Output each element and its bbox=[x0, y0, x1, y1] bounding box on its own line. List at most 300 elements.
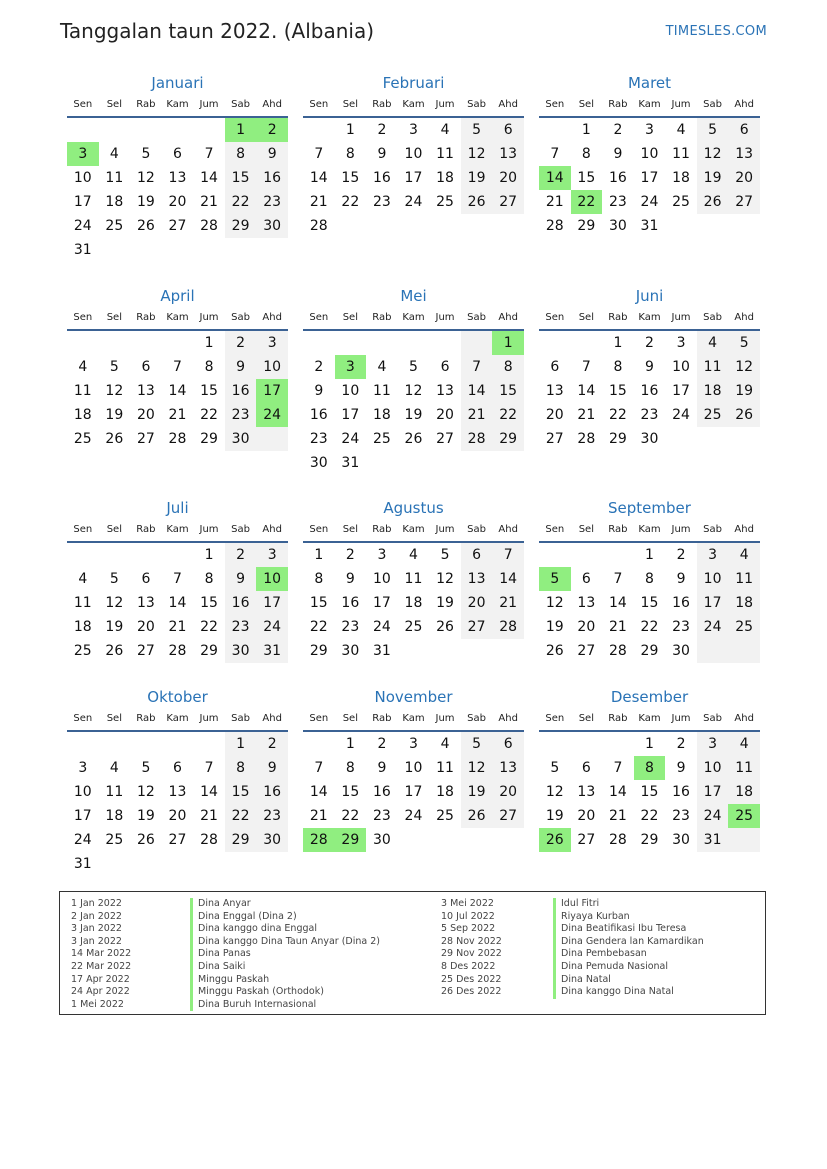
day-cell: 23 bbox=[341, 619, 360, 635]
day-cell: 4 bbox=[78, 571, 88, 587]
page-title: Tanggalan taun 2022. (Albania) bbox=[60, 19, 375, 43]
day-cell: 10 bbox=[697, 756, 729, 780]
empty-day bbox=[539, 732, 571, 756]
day-cell: 23 bbox=[256, 190, 288, 214]
day-cell: 10 bbox=[372, 571, 391, 587]
month-name: Juli bbox=[166, 499, 189, 517]
weekday-label: Sab bbox=[231, 713, 250, 724]
day-cell: 9 bbox=[676, 760, 686, 776]
day-cell: 12 bbox=[697, 142, 729, 166]
weekday-header bbox=[303, 708, 524, 732]
day-cell: 15 bbox=[608, 383, 627, 399]
weekday-label: Kam bbox=[402, 524, 425, 535]
day-cell: 17 bbox=[404, 170, 423, 186]
month-april bbox=[67, 285, 288, 451]
day-cell: 13 bbox=[168, 784, 187, 800]
weekday-label: Sen bbox=[545, 524, 565, 535]
day-cell: 28 bbox=[461, 427, 493, 451]
empty-day bbox=[697, 639, 729, 663]
day-cell: 31 bbox=[73, 242, 92, 258]
day-cell: 29 bbox=[200, 431, 218, 447]
day-cell: 24 bbox=[697, 615, 729, 639]
day-cell: 11 bbox=[436, 760, 454, 776]
month-name: Maret bbox=[627, 74, 672, 92]
weekday-label: Kam bbox=[638, 312, 661, 323]
weekday-label: Sel bbox=[342, 524, 358, 535]
day-cell: 10 bbox=[697, 567, 729, 591]
weekday-label: Sen bbox=[73, 312, 93, 323]
weekday-label: Ahd bbox=[498, 312, 518, 323]
day-cell: 8 bbox=[204, 359, 214, 375]
empty-day bbox=[366, 214, 398, 238]
day-cell: 24 bbox=[372, 619, 391, 635]
weekday-label: Ahd bbox=[262, 99, 282, 110]
holiday-name: Dina Gendera lan Kamardikan bbox=[553, 936, 704, 949]
empty-day bbox=[225, 238, 257, 262]
day-cell: 21 bbox=[200, 194, 218, 210]
day-cell: 21 bbox=[492, 591, 524, 615]
day-cell: 31 bbox=[256, 639, 288, 663]
day-cell: 29 bbox=[492, 427, 524, 451]
day-cell: 27 bbox=[168, 218, 187, 234]
holiday-date: 3 Jan 2022 bbox=[71, 935, 122, 947]
weekday-label: Ahd bbox=[498, 99, 518, 110]
day-cell: 16 bbox=[608, 170, 627, 186]
day-cell: 26 bbox=[404, 431, 423, 447]
day-cell: 27 bbox=[545, 431, 564, 447]
empty-day bbox=[193, 732, 225, 756]
day-cell: 26 bbox=[136, 218, 155, 234]
day-grid bbox=[303, 118, 524, 238]
day-cell: 23 bbox=[372, 808, 391, 824]
weekday-label: Jum bbox=[671, 713, 691, 724]
month-oktober bbox=[67, 686, 288, 876]
day-cell: 18 bbox=[436, 170, 454, 186]
holiday-date: 1 Jan 2022 bbox=[71, 898, 122, 909]
day-grid bbox=[303, 543, 524, 663]
day-cell: 17 bbox=[73, 194, 92, 210]
holiday-date: 2 Jan 2022 bbox=[71, 910, 122, 922]
weekday-label: Ahd bbox=[498, 524, 518, 535]
day-cell: 22 bbox=[640, 808, 659, 824]
weekday-label: Sel bbox=[578, 312, 594, 323]
day-cell: 21 bbox=[461, 403, 493, 427]
weekday-label: Sen bbox=[73, 524, 93, 535]
day-cell: 8 bbox=[581, 146, 591, 162]
day-cell: 21 bbox=[608, 808, 627, 824]
day-cell: 14 bbox=[608, 784, 627, 800]
day-cell: 5 bbox=[728, 331, 760, 355]
day-cell: 7 bbox=[492, 543, 524, 567]
holiday-date: 26 Des 2022 bbox=[441, 986, 502, 998]
weekday-label: Kam bbox=[638, 99, 661, 110]
empty-day bbox=[193, 238, 225, 262]
day-cell: 24 bbox=[404, 194, 423, 210]
weekday-label: Sen bbox=[309, 524, 329, 535]
weekday-label: Sel bbox=[106, 312, 122, 323]
holiday-name: Dina Anyar bbox=[190, 898, 380, 911]
weekday-label: Sen bbox=[309, 713, 329, 724]
day-cell: 9 bbox=[377, 146, 387, 162]
holiday-day: 1 bbox=[492, 331, 524, 355]
day-cell: 16 bbox=[672, 595, 690, 611]
day-cell: 6 bbox=[492, 732, 524, 756]
day-cell: 19 bbox=[697, 166, 729, 190]
day-cell: 29 bbox=[225, 828, 257, 852]
day-cell: 10 bbox=[404, 146, 423, 162]
day-cell: 1 bbox=[204, 547, 214, 563]
month-name: Januari bbox=[151, 74, 204, 92]
day-cell: 22 bbox=[225, 190, 257, 214]
day-cell: 21 bbox=[309, 808, 328, 824]
day-cell: 29 bbox=[577, 218, 596, 234]
day-cell: 14 bbox=[461, 379, 493, 403]
day-cell: 16 bbox=[309, 407, 328, 423]
weekday-label: Sel bbox=[578, 713, 594, 724]
weekday-label: Ahd bbox=[262, 524, 282, 535]
day-grid bbox=[539, 331, 760, 451]
day-cell: 17 bbox=[341, 407, 360, 423]
holiday-day: 29 bbox=[335, 828, 367, 852]
day-cell: 21 bbox=[200, 808, 218, 824]
day-cell: 29 bbox=[200, 643, 218, 659]
weekday-header bbox=[303, 307, 524, 331]
day-cell: 19 bbox=[136, 194, 155, 210]
day-cell: 22 bbox=[492, 403, 524, 427]
empty-day bbox=[398, 639, 430, 663]
weekday-label: Kam bbox=[638, 713, 661, 724]
day-cell: 15 bbox=[225, 166, 257, 190]
day-cell: 27 bbox=[136, 431, 155, 447]
day-cell: 29 bbox=[640, 643, 659, 659]
day-cell: 31 bbox=[73, 856, 92, 872]
day-cell: 2 bbox=[225, 543, 257, 567]
day-cell: 23 bbox=[225, 615, 257, 639]
month-desember bbox=[539, 686, 760, 852]
day-cell: 4 bbox=[409, 547, 418, 563]
holiday-name: Dina kanggo Dina Taun Anyar (Dina 2) bbox=[190, 936, 380, 949]
legend-right-dates bbox=[441, 898, 502, 999]
site-link[interactable]: TIMESLES.COM bbox=[665, 24, 767, 39]
weekday-label: Rab bbox=[372, 99, 392, 110]
day-cell: 8 bbox=[345, 146, 355, 162]
holiday-legend bbox=[59, 891, 766, 1015]
day-cell: 28 bbox=[168, 431, 187, 447]
weekday-label: Sab bbox=[467, 312, 486, 323]
empty-day bbox=[461, 331, 493, 355]
day-cell: 17 bbox=[697, 591, 729, 615]
weekday-label: Jum bbox=[435, 99, 455, 110]
day-cell: 27 bbox=[136, 643, 155, 659]
empty-day bbox=[571, 331, 603, 355]
day-cell: 25 bbox=[105, 218, 124, 234]
day-cell: 23 bbox=[225, 403, 257, 427]
day-cell: 30 bbox=[256, 828, 288, 852]
empty-day bbox=[602, 732, 634, 756]
day-cell: 20 bbox=[168, 808, 187, 824]
day-cell: 29 bbox=[225, 214, 257, 238]
day-cell: 31 bbox=[341, 455, 360, 471]
day-cell: 25 bbox=[404, 619, 423, 635]
empty-day bbox=[697, 427, 729, 451]
weekday-label: Sel bbox=[106, 713, 122, 724]
weekday-label: Sel bbox=[342, 312, 358, 323]
holiday-day: 14 bbox=[539, 166, 571, 190]
day-cell: 14 bbox=[200, 784, 218, 800]
day-cell: 23 bbox=[256, 804, 288, 828]
day-cell: 12 bbox=[136, 784, 155, 800]
day-cell: 20 bbox=[577, 619, 596, 635]
holiday-day: 28 bbox=[303, 828, 335, 852]
weekday-header bbox=[303, 94, 524, 118]
day-cell: 30 bbox=[225, 639, 257, 663]
day-cell: 25 bbox=[372, 431, 391, 447]
holiday-date: 28 Nov 2022 bbox=[441, 935, 502, 947]
holiday-day: 24 bbox=[256, 403, 288, 427]
empty-day bbox=[429, 214, 461, 238]
day-cell: 5 bbox=[141, 146, 151, 162]
day-cell: 12 bbox=[136, 170, 155, 186]
day-grid bbox=[67, 732, 288, 876]
day-cell: 28 bbox=[545, 218, 564, 234]
holiday-name: Dina Panas bbox=[190, 948, 380, 961]
empty-day bbox=[728, 214, 760, 238]
day-cell: 29 bbox=[309, 643, 328, 659]
empty-day bbox=[162, 238, 194, 262]
empty-day bbox=[130, 331, 162, 355]
holiday-date: 10 Jul 2022 bbox=[441, 910, 495, 922]
holiday-date: 3 Jan 2022 bbox=[71, 923, 122, 935]
weekday-label: Sen bbox=[73, 713, 93, 724]
day-cell: 27 bbox=[461, 615, 493, 639]
weekday-header bbox=[539, 519, 760, 543]
day-cell: 19 bbox=[105, 619, 124, 635]
day-cell: 24 bbox=[256, 615, 288, 639]
day-cell: 12 bbox=[545, 784, 564, 800]
day-cell: 5 bbox=[697, 118, 729, 142]
day-cell: 6 bbox=[440, 359, 450, 375]
day-cell: 3 bbox=[409, 736, 418, 752]
day-cell: 12 bbox=[105, 595, 124, 611]
empty-day bbox=[335, 331, 367, 355]
day-cell: 17 bbox=[256, 591, 288, 615]
day-cell: 24 bbox=[404, 808, 423, 824]
day-cell: 6 bbox=[141, 571, 151, 587]
weekday-label: Sab bbox=[231, 312, 250, 323]
weekday-label: Sab bbox=[703, 99, 722, 110]
day-cell: 21 bbox=[545, 194, 564, 210]
weekday-label: Sab bbox=[467, 713, 486, 724]
weekday-header bbox=[67, 307, 288, 331]
day-cell: 9 bbox=[256, 756, 288, 780]
weekday-label: Sab bbox=[467, 99, 486, 110]
month-name: Desember bbox=[610, 688, 689, 706]
day-cell: 23 bbox=[372, 194, 391, 210]
empty-day bbox=[67, 732, 99, 756]
day-cell: 17 bbox=[672, 383, 690, 399]
day-cell: 18 bbox=[436, 784, 454, 800]
empty-day bbox=[539, 543, 571, 567]
weekday-label: Sel bbox=[106, 99, 122, 110]
weekday-label: Jum bbox=[199, 312, 219, 323]
day-cell: 30 bbox=[225, 427, 257, 451]
holiday-name: Dina Buruh Internasional bbox=[190, 999, 380, 1012]
day-cell: 28 bbox=[200, 832, 218, 848]
empty-day bbox=[256, 427, 288, 451]
day-cell: 4 bbox=[78, 359, 88, 375]
day-cell: 1 bbox=[581, 122, 591, 138]
day-cell: 5 bbox=[550, 760, 560, 776]
weekday-label: Sel bbox=[106, 524, 122, 535]
day-cell: 18 bbox=[372, 407, 391, 423]
holiday-day: 10 bbox=[256, 567, 288, 591]
day-cell: 2 bbox=[377, 122, 387, 138]
day-cell: 28 bbox=[608, 643, 627, 659]
weekday-label: Jum bbox=[671, 524, 691, 535]
weekday-label: Rab bbox=[608, 713, 628, 724]
day-cell: 22 bbox=[309, 619, 328, 635]
day-cell: 5 bbox=[461, 118, 493, 142]
empty-day bbox=[193, 852, 225, 876]
day-cell: 8 bbox=[314, 571, 324, 587]
day-cell: 16 bbox=[372, 784, 391, 800]
day-cell: 2 bbox=[225, 331, 257, 355]
day-cell: 10 bbox=[73, 170, 92, 186]
day-cell: 31 bbox=[372, 643, 391, 659]
weekday-label: Ahd bbox=[262, 312, 282, 323]
holiday-day: 1 bbox=[225, 118, 257, 142]
day-cell: 22 bbox=[225, 804, 257, 828]
legend-right-names bbox=[553, 898, 704, 999]
day-cell: 18 bbox=[105, 194, 124, 210]
day-cell: 25 bbox=[697, 403, 729, 427]
day-cell: 13 bbox=[577, 784, 596, 800]
day-cell: 2 bbox=[676, 547, 686, 563]
day-cell: 21 bbox=[168, 407, 187, 423]
day-cell: 9 bbox=[676, 571, 686, 587]
day-cell: 13 bbox=[436, 383, 454, 399]
weekday-label: Sab bbox=[231, 524, 250, 535]
day-grid bbox=[67, 543, 288, 663]
day-cell: 3 bbox=[78, 760, 88, 776]
weekday-label: Sen bbox=[545, 99, 565, 110]
empty-day bbox=[492, 214, 524, 238]
day-cell: 1 bbox=[645, 547, 654, 563]
weekday-label: Sen bbox=[73, 99, 93, 110]
day-cell: 18 bbox=[73, 407, 92, 423]
day-cell: 5 bbox=[409, 359, 418, 375]
weekday-header bbox=[303, 519, 524, 543]
day-cell: 3 bbox=[697, 732, 729, 756]
weekday-label: Kam bbox=[402, 713, 425, 724]
month-juni bbox=[539, 285, 760, 451]
day-cell: 26 bbox=[105, 431, 124, 447]
day-grid bbox=[303, 732, 524, 852]
empty-day bbox=[130, 238, 162, 262]
day-cell: 31 bbox=[697, 828, 729, 852]
day-cell: 21 bbox=[608, 619, 627, 635]
day-cell: 19 bbox=[136, 808, 155, 824]
day-cell: 9 bbox=[225, 567, 257, 591]
day-cell: 15 bbox=[640, 595, 659, 611]
day-cell: 3 bbox=[256, 543, 288, 567]
weekday-label: Rab bbox=[608, 99, 628, 110]
day-cell: 18 bbox=[672, 170, 690, 186]
month-name: Februari bbox=[382, 74, 445, 92]
holiday-date: 25 Des 2022 bbox=[441, 973, 502, 985]
day-cell: 14 bbox=[309, 784, 328, 800]
day-cell: 24 bbox=[672, 407, 690, 423]
month-februari bbox=[303, 72, 524, 238]
holiday-date: 22 Mar 2022 bbox=[71, 960, 132, 972]
day-cell: 12 bbox=[404, 383, 423, 399]
holiday-date: 3 Mei 2022 bbox=[441, 898, 494, 909]
day-cell: 20 bbox=[728, 166, 760, 190]
weekday-label: Rab bbox=[372, 524, 392, 535]
holiday-date: 29 Nov 2022 bbox=[441, 948, 502, 960]
empty-day bbox=[130, 543, 162, 567]
month-januari bbox=[67, 72, 288, 262]
day-cell: 1 bbox=[645, 736, 654, 752]
day-cell: 16 bbox=[672, 784, 690, 800]
weekday-label: Ahd bbox=[262, 713, 282, 724]
weekday-header bbox=[67, 94, 288, 118]
day-cell: 24 bbox=[697, 804, 729, 828]
day-cell: 4 bbox=[728, 732, 760, 756]
month-name: Mei bbox=[400, 287, 427, 305]
holiday-name: Dina Natal bbox=[553, 974, 704, 987]
day-cell: 28 bbox=[309, 218, 328, 234]
day-cell: 7 bbox=[461, 355, 493, 379]
empty-day bbox=[193, 118, 225, 142]
empty-day bbox=[67, 331, 99, 355]
day-cell: 16 bbox=[640, 383, 659, 399]
holiday-day: 3 bbox=[335, 355, 367, 379]
weekday-label: Ahd bbox=[734, 99, 754, 110]
month-name: Agustus bbox=[383, 499, 444, 517]
day-cell: 1 bbox=[225, 732, 257, 756]
empty-day bbox=[429, 639, 461, 663]
day-cell: 2 bbox=[676, 736, 686, 752]
day-grid bbox=[539, 543, 760, 663]
day-cell: 9 bbox=[645, 359, 654, 375]
day-cell: 4 bbox=[440, 736, 450, 752]
day-cell: 12 bbox=[105, 383, 124, 399]
empty-day bbox=[571, 732, 603, 756]
day-cell: 22 bbox=[200, 619, 218, 635]
day-cell: 26 bbox=[461, 804, 493, 828]
day-cell: 15 bbox=[309, 595, 328, 611]
day-cell: 5 bbox=[141, 760, 151, 776]
day-cell: 19 bbox=[404, 407, 423, 423]
day-cell: 2 bbox=[645, 335, 654, 351]
day-cell: 3 bbox=[256, 331, 288, 355]
day-cell: 20 bbox=[545, 407, 564, 423]
day-cell: 28 bbox=[168, 643, 187, 659]
holiday-name: Dina kanggo Dina Natal bbox=[553, 986, 704, 999]
weekday-label: Jum bbox=[199, 524, 219, 535]
empty-day bbox=[398, 331, 430, 355]
day-cell: 15 bbox=[341, 784, 360, 800]
day-cell: 31 bbox=[640, 218, 659, 234]
day-cell: 5 bbox=[109, 359, 119, 375]
day-cell: 26 bbox=[728, 403, 760, 427]
empty-day bbox=[461, 639, 493, 663]
day-cell: 1 bbox=[345, 736, 355, 752]
day-cell: 1 bbox=[345, 122, 355, 138]
day-cell: 5 bbox=[440, 547, 450, 563]
day-cell: 19 bbox=[728, 379, 760, 403]
